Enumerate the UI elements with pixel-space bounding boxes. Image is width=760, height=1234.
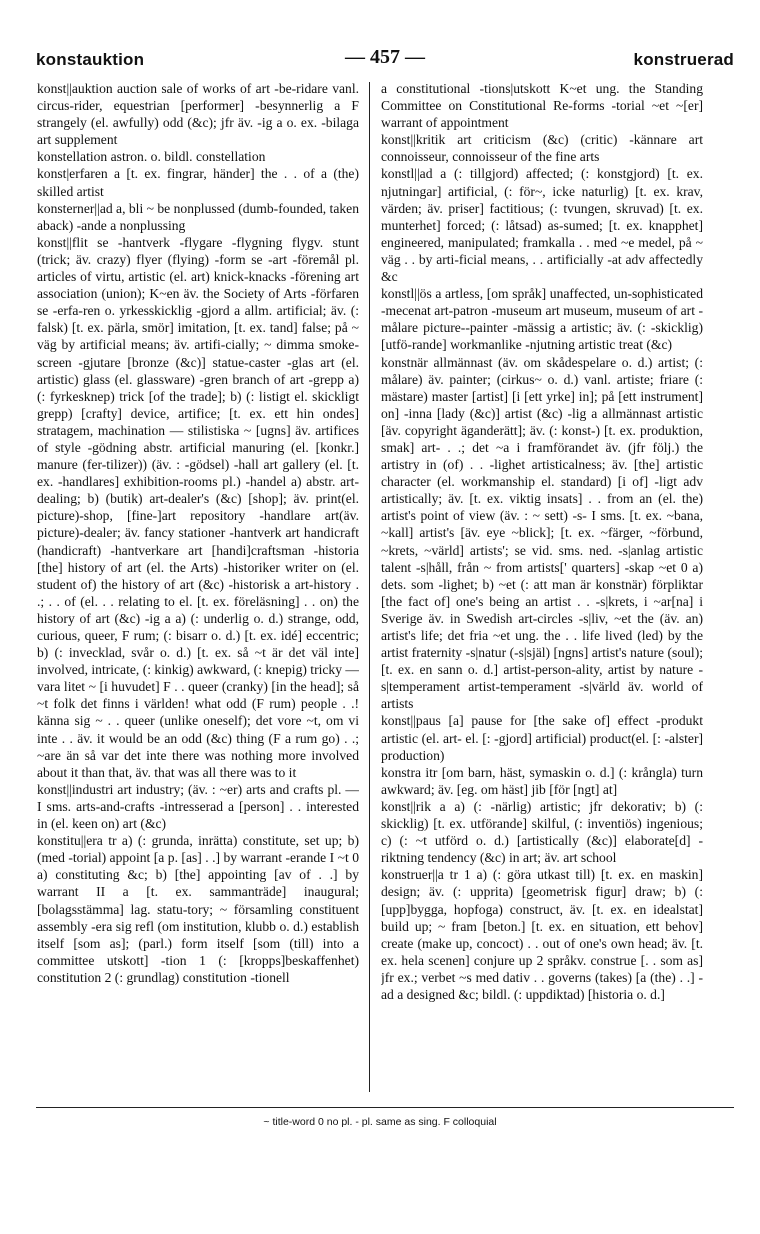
dictionary-entry: konst|erfaren a [t. ex. fingrar, händer] the . . of a (the) skilled artist (37, 166, 359, 199)
dictionary-entry: konstl||ad a (: tillgjord) affected; (: konstgjord) [t. ex. njutningar] artificial, (: för~, icke naturlig) [t. ex. krav, värden; äv. priser] factitious; (: tvungen, skruvad) [t. ex. munterhet] forced; (: låtsad) as-sumed; [t. ex. knapphet] engineered, manipulated; framkalla . . med ~e medel, på ~ väg . . by arti-ficial means, . . artificially -at adv affectedly &c (381, 166, 703, 285)
footer-divider (36, 1107, 734, 1108)
dictionary-entry: konstitu||era tr a) (: grunda, inrätta) constitute, set up; b) (med -torial) appoint [a p. [as] . .] by warrant -erande I ~t 0 a) constituting &c; b) [the] appointing [av of . .] by warrant II a [t. ex. sammanträde] inaugural; [bolagsstämma] lag. statu-tory; ~ församling constituent assembly -era sig refl (om institution, klubb o. d.) establish itself [som as]; (parl.) form itself [som (till) into a committee utskott] -tion 1 (: [kropps]beskaffenhet) constitution 2 (: grundlag) constitution -tionell (37, 833, 359, 985)
dictionary-entry: konstellation astron. o. bildl. constellation (37, 149, 266, 165)
dictionary-entry: konstra itr [om barn, häst, symaskin o. d.] (: krångla) turn awkward; äv. [eg. om häst] jib [för [ngt] at] (381, 764, 703, 797)
right-column (381, 80, 703, 1092)
dictionary-entry: konst||industri art industry; (äv. : ~er) arts and crafts pl. — I sms. arts-and-crafts -intresserad a [person] . . interested in (el. keen on) art (&c) (37, 781, 359, 832)
left-running-headword: konstauktion (36, 50, 145, 69)
dictionary-entry: konst||auktion auction sale of works of art -be-ridare vanl. circus-rider, equestrian [performer] -besynnerlig a F strangely (el. awfully) odd (&c); jfr äv. -ig a o. ex. -bilaga art supplement (37, 81, 359, 148)
dictionary-entry: konstruer||a tr 1 a) (: göra utkast till) [t. ex. en maskin] design; äv. (: uppritа) [geometrisk figur] draw; b) (: [upp]bygga, hopfoga) construct, äv. [t. ex. en idealstat] build up; ~ fram [beton.] [t. ex. en situation, ett behov] create (make up, concoct) . . out of one's own head; äv. [t. ex. hela scenen] conjure up 2 språkv. construe [. . som as] jfr ex.; verbet ~s med dativ . . governs (takes) [a (the) . .] -ad a designed &c; bildl. (: uppdiktad) [historia o. d.] (381, 867, 703, 1002)
dictionary-entry: konst||kritik art criticism (&c) (critic) -kännare art connoisseur, connoisseur of the fine arts (381, 132, 703, 165)
right-running-headword: konstruerad (633, 50, 734, 69)
dictionary-entry: konstnär allmännast (äv. om skådespelare o. d.) artist; (: målare) äv. painter; (cirkus~ o. d.) vanl. artiste; friare (: mästare) master [artist] [i [ett yrke] in]; på [ett instrument] on] -inna [lady (&c)] artist (&c) -lig a allmännast artistic [äv. copyright äganderätt]; äv. (: konst-) [t. ex. produktion, smak] art- . .; det ~a i framförandet äv. (jfr följ.) the artistry in (of) . . -lighet artisticalness; äv. [the] artistic character (el. workmanship el. standard) [i of] -ligt adv artistically; äv. [t. ex. viktig insats] . . from an (el. the) artist's point of view (äv. : ~ sett) -s- I sms. [t. ex. ~bana, ~kall] artist's [äv. eye ~blick]; [t. ex. ~färger, ~förbund, ~krets, ~värld] artists'; se vid. sms. ned. -s|anlag artistic talent -s|håll, från ~ from artists[' quarters] -skap ~et 0 a) dets. som -lighet; b) ~et (: att man är konstnär) förpliktar [the fact of] one's being an artist . . -s|krets, i ~ar[na] i Sverige äv. in Swedish art-circles -s|liv, ~et the (äv. an) artist's life; det fria ~et ung. the . . life lived (led) by the artist fraternity -s|natur (-s|själ) [ngns] artist's nature (soul); [t. ex. en sann o. d.] artist-person-ality, artist by nature -s|temperament artist-temperament -s|värld äv. world of artists (381, 354, 703, 712)
column-divider (369, 82, 370, 1092)
page-header (36, 42, 734, 72)
left-column (37, 80, 359, 1092)
abbreviation-key: ~ title-word 0 no pl. - pl. same as sing. F colloquial (263, 1116, 497, 1128)
dictionary-entry: konst||flit se -hantverk -flygare -flygning flygv. stunt (trick; äv. crazy) flyer (flying) -form se -art -föremål pl. articles of virtu, artistic (el. art) knick-knacks -förening art association (union); K~en äv. the Society of Arts -förfaren se -erfa-ren o. yrkesskicklig -gjord a allm. artificial; äv. (: falsk) [t. ex. pärla, smör] imitation, [t. ex. tand] false; på ~ väg by artificial means; äv. artifi-cially; ~ dimma smoke-screen -gjutare [bronze (&c)] statue-caster -glas art (el. artistic) glass (el. glassware) -gren branch of art -grepp a) (: fyrkesknep) trick [of the trade]; b) (: listigt el. skickligt grepp) [crafty] device, artifice; [t. ex. ett hin ondes] stratagem, machination — stilistiska ~ [ugns] äv. artifices of style -gödning abstr. artificial manuring (el. [konkr.] manure (fer-tilizer)) (äv. : -gödsel) -hall art gallery (el. [t. ex. -handlares] exhibition-rooms pl.) -handel a) abstr. art-dealing; b) (butik) art-dealer's (&c) [shop]; äv. print(el. picture)-shop, [fine-]art repository -handlare art(äv. picture)-dealer; äv. fancy stationer -hantverk art handicraft (handicraft) -hantverkare art [handi]craftsman -historia [the] history of art (el. the Arts) -historiker writer on (el. student of) the history of art (&c) -historisk a art-history . .; . . of (el. . . relating to el. [t. ex. föreläsning] . . on) the history of art (&c) -ig a a) (: underlig o. d.) strange, odd, curious, queer, F rum; (: bisarr o. d.) [t. ex. idé] eccentric; b) (: invecklad, svår o. d.) [t. ex. så ~t är det väl inte] involved, intricate, (: kinkig) awkward, (: knepig) tricky — vara litet ~ [i huvudet] F . . queer (cranky) [in the head]; så ~t folk det finns i världen! what odd (F rum) people . .! känna sig ~ . . queer (unlike oneself); det vore ~t, om vi inte . . äv. it would be an odd (&c) thing (F a rum go) . .; ~are än så var det inte there was nothing more involved about it than that, äv. that was all there was to it (37, 234, 359, 780)
dictionary-entry: konstl||ös a artless, [om språk] unaffected, un-sophisticated -mecenat art-patron -museum art museum, museum of art -målare picture--painter -mässig a artistic; äv. (: -skicklig) [utfö-rande] workmanlike -njutning artistic treat (&c) (381, 286, 703, 353)
page-number: — 457 — (345, 46, 425, 68)
dictionary-entry: konst||paus [a] pause for [the sake of] effect -produkt artistic (el. art- el. [: -gjord] artificial) product(el. [: -alster] production) (381, 713, 703, 763)
dictionary-entry: konsterner||ad a, bli ~ be nonplussed (dumb-founded, taken aback) -ande a nonplussing (37, 200, 359, 233)
dictionary-entry: a constitutional -tions|utskott K~et ung. the Standing Committee on Constitutional Re-forms -torial ~et ~[er] warrant of appointment (381, 81, 703, 131)
dictionary-entry: konst||rik a a) (: -närlig) artistic; jfr dekorativ; b) (: skicklig) [t. ex. utförande] skilful, (: inventiös) ingenious; c) (: ~t utförd o. d.) [artistically (&c)] elaborate[d] -riktning tendency (&c) in art; äv. art school (381, 798, 703, 866)
